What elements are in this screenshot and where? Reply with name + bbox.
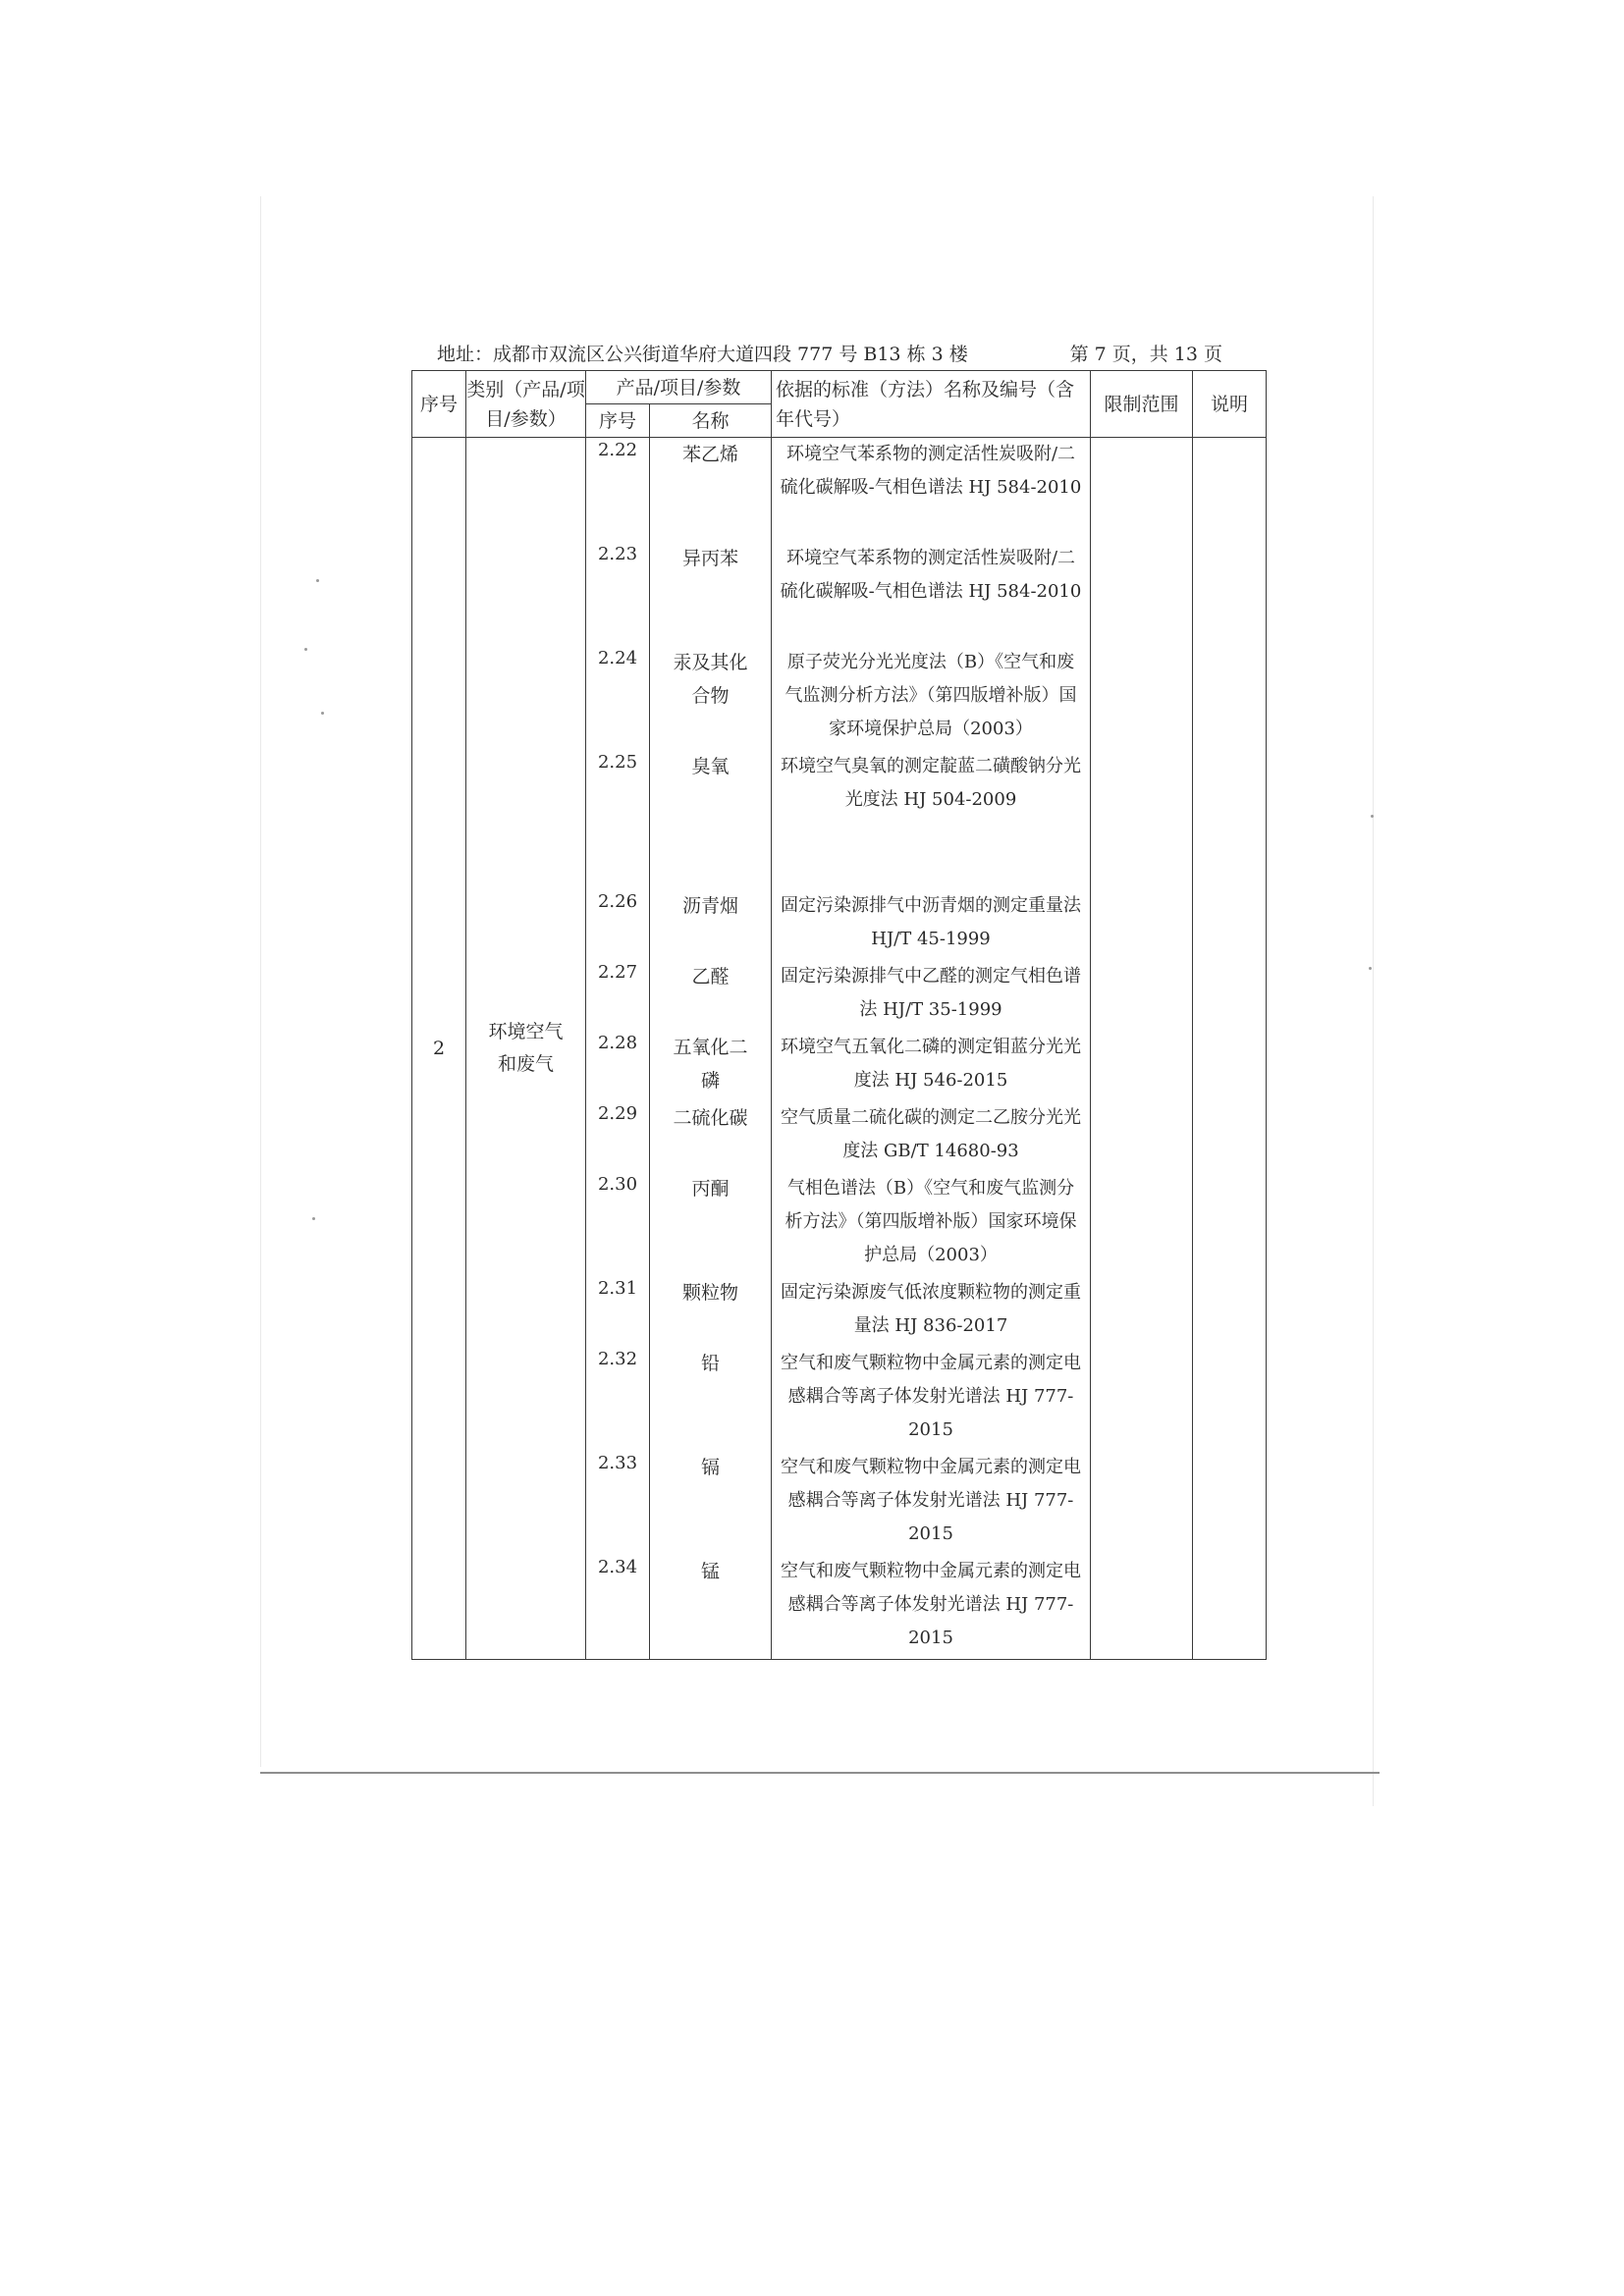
item-number: 2.24 <box>586 646 650 750</box>
item-note <box>1193 960 1267 1031</box>
item-standard: 空气和废气颗粒物中金属元素的测定电感耦合等离子体发射光谱法 HJ 777-2015 <box>772 1347 1091 1451</box>
item-number: 2.22 <box>586 438 650 543</box>
scan-edge-right <box>1373 196 1374 1806</box>
item-name-text: 锰 <box>700 1561 720 1582</box>
group-category-text: 环境空气和废气 <box>488 1021 564 1075</box>
item-limit <box>1091 1451 1193 1555</box>
item-number: 2.33 <box>586 1451 650 1555</box>
item-limit <box>1091 1555 1193 1660</box>
bottom-divider <box>260 1772 1380 1774</box>
item-name <box>650 1347 772 1451</box>
header-name: 名称 <box>650 404 772 438</box>
scan-speck <box>321 712 324 715</box>
item-number: 2.30 <box>586 1172 650 1276</box>
item-limit <box>1091 1031 1193 1101</box>
item-note <box>1193 1347 1267 1451</box>
item-name <box>650 960 772 1031</box>
item-note <box>1193 1101 1267 1172</box>
scan-edge-left <box>260 196 261 1767</box>
header-category: 类别（产品/项目/参数） <box>466 371 586 438</box>
group-category <box>466 438 586 1660</box>
scan-speck <box>1371 815 1374 818</box>
header-limit: 限制范围 <box>1091 371 1193 438</box>
item-name-text: 丙酮 <box>691 1178 730 1200</box>
item-note <box>1193 542 1267 646</box>
scan-speck <box>1369 967 1372 970</box>
item-limit <box>1091 750 1193 889</box>
item-number: 2.26 <box>586 889 650 960</box>
item-name-text: 臭氧 <box>691 756 730 777</box>
item-number: 2.28 <box>586 1031 650 1101</box>
scope-table <box>411 370 1267 1660</box>
item-name-text: 乙醛 <box>691 966 730 988</box>
item-number: 2.31 <box>586 1276 650 1347</box>
item-name-text: 苯乙烯 <box>681 444 738 465</box>
item-limit <box>1091 1101 1193 1172</box>
item-note <box>1193 1031 1267 1101</box>
item-standard: 空气和废气颗粒物中金属元素的测定电感耦合等离子体发射光谱法 HJ 777-2015 <box>772 1451 1091 1555</box>
item-limit <box>1091 960 1193 1031</box>
item-note <box>1193 1555 1267 1660</box>
item-standard: 气相色谱法（B）《空气和废气监测分析方法》（第四版增补版）国家环境保护总局（2003） <box>772 1172 1091 1276</box>
item-note <box>1193 1172 1267 1276</box>
item-standard: 原子荧光分光光度法（B）《空气和废气监测分析方法》（第四版增补版）国家环境保护总局（2003） <box>772 646 1091 750</box>
item-standard: 环境空气苯系物的测定活性炭吸附/二硫化碳解吸-气相色谱法 HJ 584-2010 <box>772 438 1091 543</box>
item-name <box>650 1276 772 1347</box>
header-product-group: 产品/项目/参数 <box>586 371 772 404</box>
item-name-text: 颗粒物 <box>681 1282 738 1304</box>
table-row <box>412 438 1267 543</box>
item-limit <box>1091 542 1193 646</box>
item-name <box>650 1101 772 1172</box>
header-seq: 序号 <box>412 371 466 438</box>
scan-speck <box>316 579 319 582</box>
item-name <box>650 646 772 750</box>
item-name <box>650 438 772 543</box>
item-name-text: 二硫化碳 <box>673 1107 748 1129</box>
item-name-text: 铅 <box>700 1353 720 1374</box>
item-note <box>1193 750 1267 889</box>
item-standard: 空气质量二硫化碳的测定二乙胺分光光度法 GB/T 14680-93 <box>772 1101 1091 1172</box>
item-number: 2.27 <box>586 960 650 1031</box>
item-limit <box>1091 646 1193 750</box>
item-note <box>1193 1276 1267 1347</box>
item-number: 2.25 <box>586 750 650 889</box>
item-limit <box>1091 1276 1193 1347</box>
item-name-text: 五氧化二磷 <box>673 1037 748 1092</box>
item-limit <box>1091 889 1193 960</box>
item-standard: 环境空气苯系物的测定活性炭吸附/二硫化碳解吸-气相色谱法 HJ 584-2010 <box>772 542 1091 646</box>
item-number: 2.23 <box>586 542 650 646</box>
item-name <box>650 542 772 646</box>
item-limit <box>1091 438 1193 543</box>
header-standard: 依据的标准（方法）名称及编号（含年代号） <box>772 371 1091 438</box>
item-name-text: 异丙苯 <box>681 548 738 569</box>
item-note <box>1193 1451 1267 1555</box>
item-limit <box>1091 1172 1193 1276</box>
item-standard: 固定污染源排气中乙醛的测定气相色谱法 HJ/T 35-1999 <box>772 960 1091 1031</box>
item-number: 2.34 <box>586 1555 650 1660</box>
item-name-text: 汞及其化合物 <box>673 652 748 707</box>
item-name-text: 沥青烟 <box>681 895 738 917</box>
item-name <box>650 889 772 960</box>
item-number: 2.32 <box>586 1347 650 1451</box>
item-standard: 空气和废气颗粒物中金属元素的测定电感耦合等离子体发射光谱法 HJ 777-2015 <box>772 1555 1091 1660</box>
item-standard: 固定污染源废气低浓度颗粒物的测定重量法 HJ 836-2017 <box>772 1276 1091 1347</box>
page-header <box>437 340 1222 369</box>
item-note <box>1193 646 1267 750</box>
item-standard: 固定污染源排气中沥青烟的测定重量法 HJ/T 45-1999 <box>772 889 1091 960</box>
item-name-text: 镉 <box>700 1457 720 1478</box>
page-number: 第 7 页，共 13 页 <box>1069 344 1222 365</box>
item-name <box>650 1555 772 1660</box>
item-name <box>650 1451 772 1555</box>
item-note <box>1193 889 1267 960</box>
table-body <box>412 438 1267 1660</box>
item-note <box>1193 438 1267 543</box>
item-name <box>650 750 772 889</box>
scan-speck <box>304 648 307 651</box>
item-standard: 环境空气臭氧的测定靛蓝二磺酸钠分光光度法 HJ 504-2009 <box>772 750 1091 889</box>
item-standard: 环境空气五氧化二磷的测定钼蓝分光光度法 HJ 546-2015 <box>772 1031 1091 1101</box>
item-name <box>650 1031 772 1101</box>
item-limit <box>1091 1347 1193 1451</box>
address-text: 地址：成都市双流区公兴街道华府大道四段 777 号 B13 栋 3 楼 <box>437 344 968 365</box>
header-sub-seq: 序号 <box>586 404 650 438</box>
header-note: 说明 <box>1193 371 1267 438</box>
item-number: 2.29 <box>586 1101 650 1172</box>
item-name <box>650 1172 772 1276</box>
group-seq: 2 <box>412 438 466 1660</box>
scan-speck <box>312 1217 315 1220</box>
